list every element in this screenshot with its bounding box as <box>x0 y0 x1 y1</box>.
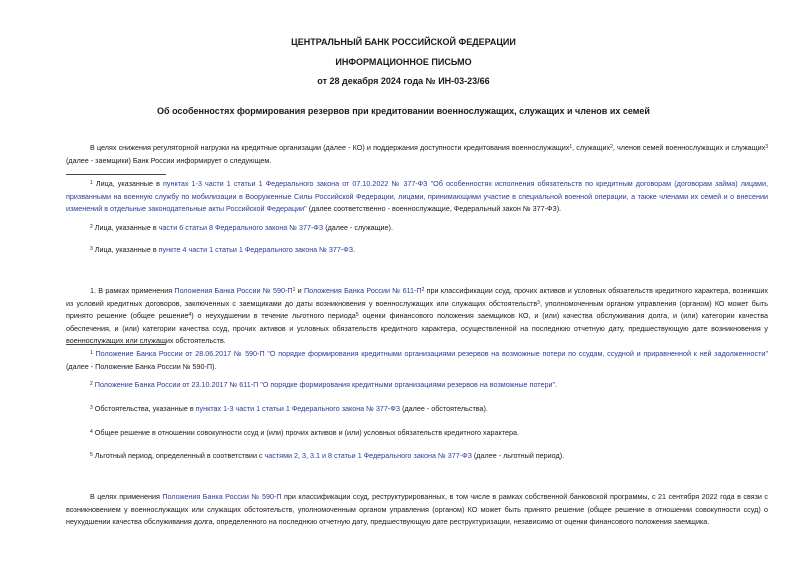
footnote-text: (далее - льготный период). <box>471 451 565 460</box>
intro-text: В целях снижения регуляторной нагрузки на кредитные организации (далее - КО) и поддержания доступности кредитования военнослужащих <box>90 143 570 152</box>
footnote-1 <box>66 178 768 216</box>
footnote-number: 3 <box>90 405 93 411</box>
footnote-separator <box>66 174 166 175</box>
paragraph-text: и <box>295 286 304 295</box>
footnote-text: . <box>555 380 558 389</box>
footnote-text: (далее - служащие). <box>323 223 393 232</box>
law-link[interactable]: пункте 4 части 1 статьи 1 Федерального закона № 377-ФЗ <box>158 245 354 254</box>
footnote-b4 <box>66 427 768 440</box>
footnote-text: Лица, указанные в <box>92 223 159 232</box>
footnote-text: Льготный период, определенный в соответствии с <box>92 451 265 460</box>
document-date-number: от 28 декабря 2024 года № ИН-03-23/66 <box>317 76 490 86</box>
intro-text: , служащих <box>572 143 611 152</box>
footnote-ref[interactable]: 1 <box>292 287 296 293</box>
paragraph-text: 1. В рамках применения <box>90 286 175 295</box>
footnote-number: 4 <box>90 429 93 435</box>
law-link[interactable]: частями 2, 3, 3.1 и 8 статьи 1 Федерального закона № 377-ФЗ <box>264 451 472 460</box>
document-subject: Об особенностях формирования резервов при кредитовании военнослужащих, служащих и членов их семей <box>157 106 650 116</box>
paragraph-text: В целях применения <box>90 492 163 501</box>
intro-text: (далее - заемщики) Банк России информирует о следующем. <box>66 155 272 165</box>
law-link[interactable]: пунктах 1-3 части 1 статьи 1 Федерального закона от 07.10.2022 № 377-ФЗ "Об особенностях исполнения обязательств по кредитным договорам (договорам займа) лицами, призванными на военную службу по мобилизации в Вооруженные Силы Российской Федерации, лицами, принимающими участие в специальной военной операции, а также членами их семей и о внесении изменений в отдельные законодательные акты Российской Федерации" <box>66 179 768 214</box>
footnote-b5 <box>66 450 768 463</box>
footnote-b1 <box>66 348 768 373</box>
paragraph-2 <box>66 491 768 529</box>
footnote-number: 2 <box>90 224 93 230</box>
footnote-text: Обстоятельства, указанные в <box>92 404 196 413</box>
footnote-text: Общее решение в отношении совокупности ссуд и (или) прочих активов и (или) условных обязательств кредитного характера. <box>92 428 519 437</box>
footnote-b3 <box>66 403 768 416</box>
footnote-3 <box>66 244 768 257</box>
footnote-text: Лица, указанные в <box>92 179 163 188</box>
footnote-ref[interactable]: 5 <box>355 312 359 319</box>
regulation-link[interactable]: Положения Банка России № 611-П <box>303 286 422 295</box>
issuer-title: ЦЕНТРАЛЬНЫЙ БАНК РОССИЙСКОЙ ФЕДЕРАЦИИ <box>291 37 516 47</box>
footnote-text: Лица, указанные в <box>92 245 159 254</box>
footnote-ref[interactable]: 2 <box>421 287 425 293</box>
footnote-number: 1 <box>90 180 93 186</box>
footnote-ref[interactable]: 3 <box>537 299 540 306</box>
regulation-link[interactable]: Положения Банка России № 590-П <box>162 492 282 501</box>
footnote-ref[interactable]: 4 <box>188 312 192 319</box>
paragraph-text: при классификации ссуд, реструктурированных, в том числе в рамках собственной банковской программы, с 21 сентября 2022 года в связи с возникновением у военнослужащих или служащих обстоятельств, уполномоченным органом управления (органом) КО может быть принято решение (общее решение в отношении совокупности ссуд) о неухудшении качества обслуживания долга, определенного на последнюю отчетную дату, предшествующую дате реструктуризации, независимо от оценки финансового положения заемщика. <box>66 492 768 527</box>
footnote-ref[interactable]: 2 <box>610 144 613 150</box>
footnote-text: . <box>353 245 356 254</box>
document-type: ИНФОРМАЦИОННОЕ ПИСЬМО <box>335 57 472 67</box>
footnote-text: (далее - обстоятельства). <box>400 404 488 413</box>
footnote-separator <box>66 344 166 345</box>
footnote-ref[interactable]: 1 <box>569 144 573 150</box>
paragraph-1 <box>66 285 768 348</box>
footnote-number: 3 <box>90 246 93 252</box>
footnote-number: 2 <box>90 381 93 387</box>
paragraph-text: , уполномоченным органом управления (органом) КО может быть принято решение (общее решение <box>66 298 768 321</box>
footnote-number: 1 <box>90 350 93 356</box>
paragraph-text: оценки финансового положения заемщиков КО, и (или) качества обслуживания долга, и (или) категории качества обеспечения, и (или) категории качества ссуд, прочих активов и условных обязательств кредитного характера, осуществленной на последнюю отчетную дату, предшествующую дате возникновения у военнослужащих или служащих обстоятельств. <box>66 311 769 346</box>
law-link[interactable]: части 6 статьи 8 Федерального закона № 377-ФЗ <box>158 223 324 232</box>
regulation-link[interactable]: Положение Банка России от 23.10.2017 № 611-П "О порядке формирования кредитными организациями резервов на возможные потери" <box>92 380 556 389</box>
intro-paragraph <box>66 142 768 167</box>
footnote-text: (далее соответственно - военнослужащие, Федеральный закон № 377-ФЗ). <box>306 204 562 214</box>
regulation-link[interactable]: Положение Банка России от 28.06.2017 № 590-П "О порядке формирования кредитными организациями резервов на возможные потери по ссудам, ссудной и приравненной к ней задолженности" <box>92 349 768 358</box>
regulation-link[interactable]: Положения Банка России № 590-П <box>174 286 293 295</box>
paragraph-text: при классификации ссуд, прочих активов и условных обязательств кредитного характера, возникших из условий кредитных договоров, заключенных с заемщиками до даты возникновения у военнослужащих или служащих обстоятельств <box>66 286 768 308</box>
footnote-ref[interactable]: 3 <box>765 144 768 150</box>
footnote-2 <box>66 222 768 235</box>
intro-text: , членов семей военнослужащих и служащих <box>612 143 766 152</box>
footnote-number: 5 <box>90 452 93 458</box>
footnote-text: (далее - Положение Банка России № 590-П). <box>66 361 217 371</box>
law-link[interactable]: пунктах 1-3 части 1 статьи 1 Федерального закона № 377-ФЗ <box>195 404 401 413</box>
footnote-b2 <box>66 379 768 392</box>
paragraph-text: ) о неухудшении в течение льготного периода <box>191 311 356 321</box>
